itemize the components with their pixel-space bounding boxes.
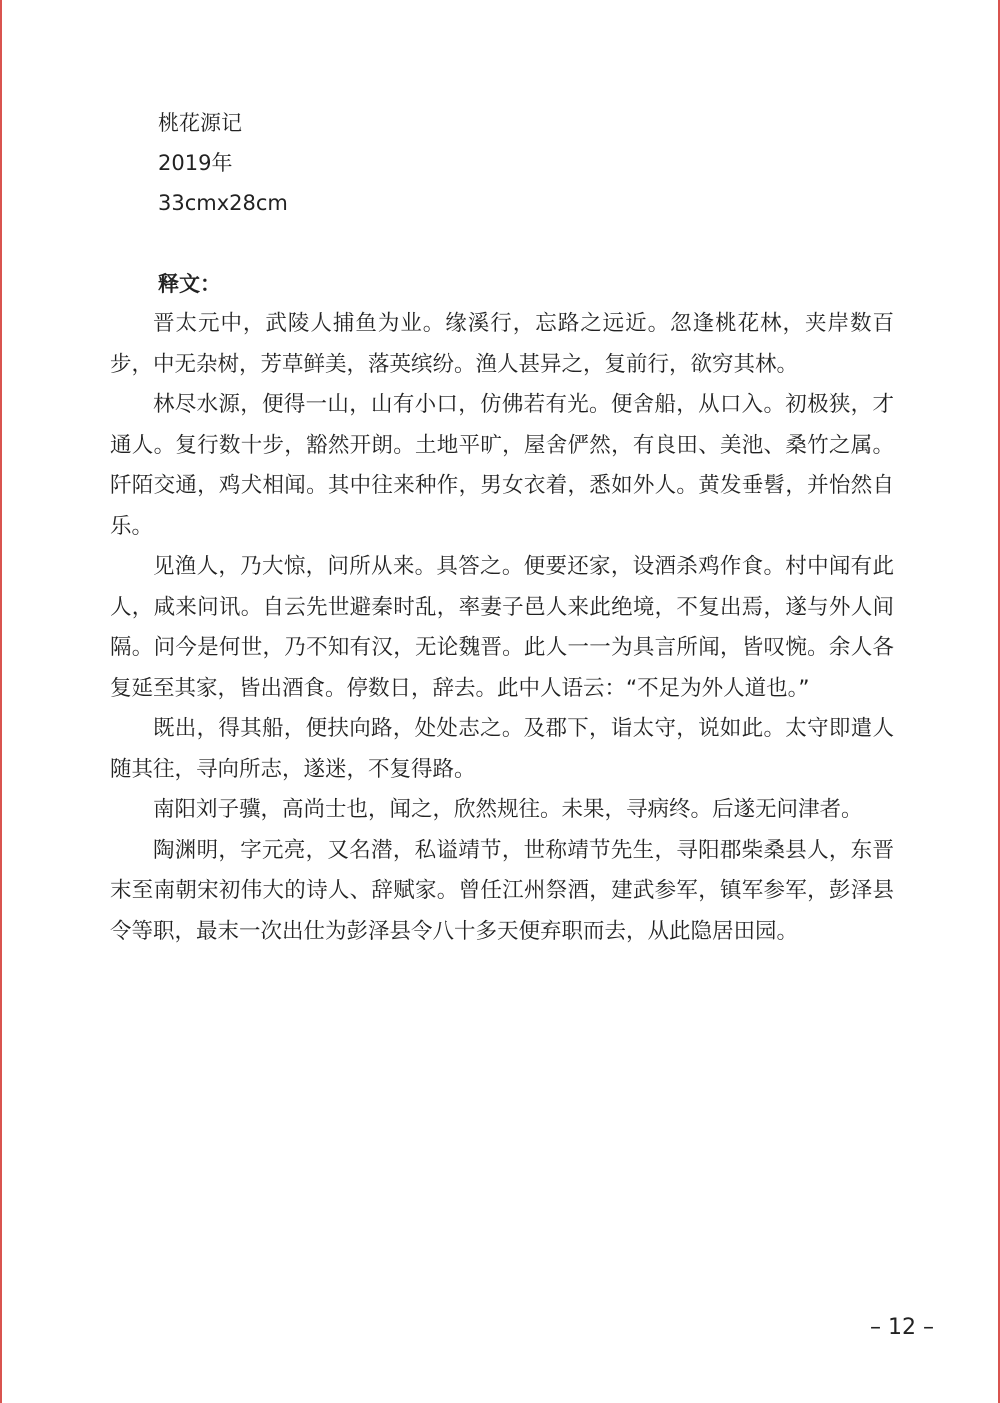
page-number: – 12 – [870,1315,934,1340]
paragraph: 见渔人，乃大惊，问所从来。具答之。便要还家，设酒杀鸡作食。村中闻有此人，咸来问讯。自云先世避秦时乱，率妻子邑人来此绝境，不复出焉，遂与外人间隔。问今是何世，乃不知有汉，无论魏晋。此人一一为具言所闻，皆叹惋。余人各复延至其家，皆出酒食。停数日，辞去。此中人语云：“不足为外人道也。” [110,554,894,701]
artwork-year: 2019年 [158,151,233,175]
transcription-text [110,304,894,952]
section-title: 释文： [158,272,221,296]
paragraph: 陶渊明，字元亮，又名潜，私谥靖节，世称靖节先生，寻阳郡柴桑县人，东晋末至南朝宋初伟大的诗人、辞赋家。曾任江州祭酒，建武参军，镇军参军，彭泽县令等职，最末一次出仕为彭泽县令八十多天便弃职而去，从此隐居田园。 [110,837,894,944]
paragraph: 南阳刘子骥，高尚士也，闻之，欣然规往。未果，寻病终。后遂无问津者。 [153,797,863,822]
paragraph: 既出，得其船，便扶向路，处处志之。及郡下，诣太守，说如此。太守即遣人随其往，寻向所志，遂迷，不复得路。 [110,716,894,782]
artwork-info [158,103,288,223]
artwork-dimensions: 33cmx28cm [158,191,288,215]
paragraph: 晋太元中，武陵人捕鱼为业。缘溪行，忘路之远近。忽逢桃花林，夹岸数百步，中无杂树，芳草鲜美，落英缤纷。渔人甚异之，复前行，欲穷其林。 [110,311,894,377]
left-red-edge [0,0,2,1403]
paragraph: 林尽水源，便得一山，山有小口，仿佛若有光。便舍船，从口入。初极狭，才通人。复行数十步，豁然开朗。土地平旷，屋舍俨然，有良田、美池、桑竹之属。阡陌交通，鸡犬相闻。其中往来种作，男女衣着，悉如外人。黄发垂髫，并怡然自乐。 [110,392,894,539]
artwork-title: 桃花源记 [158,111,242,135]
